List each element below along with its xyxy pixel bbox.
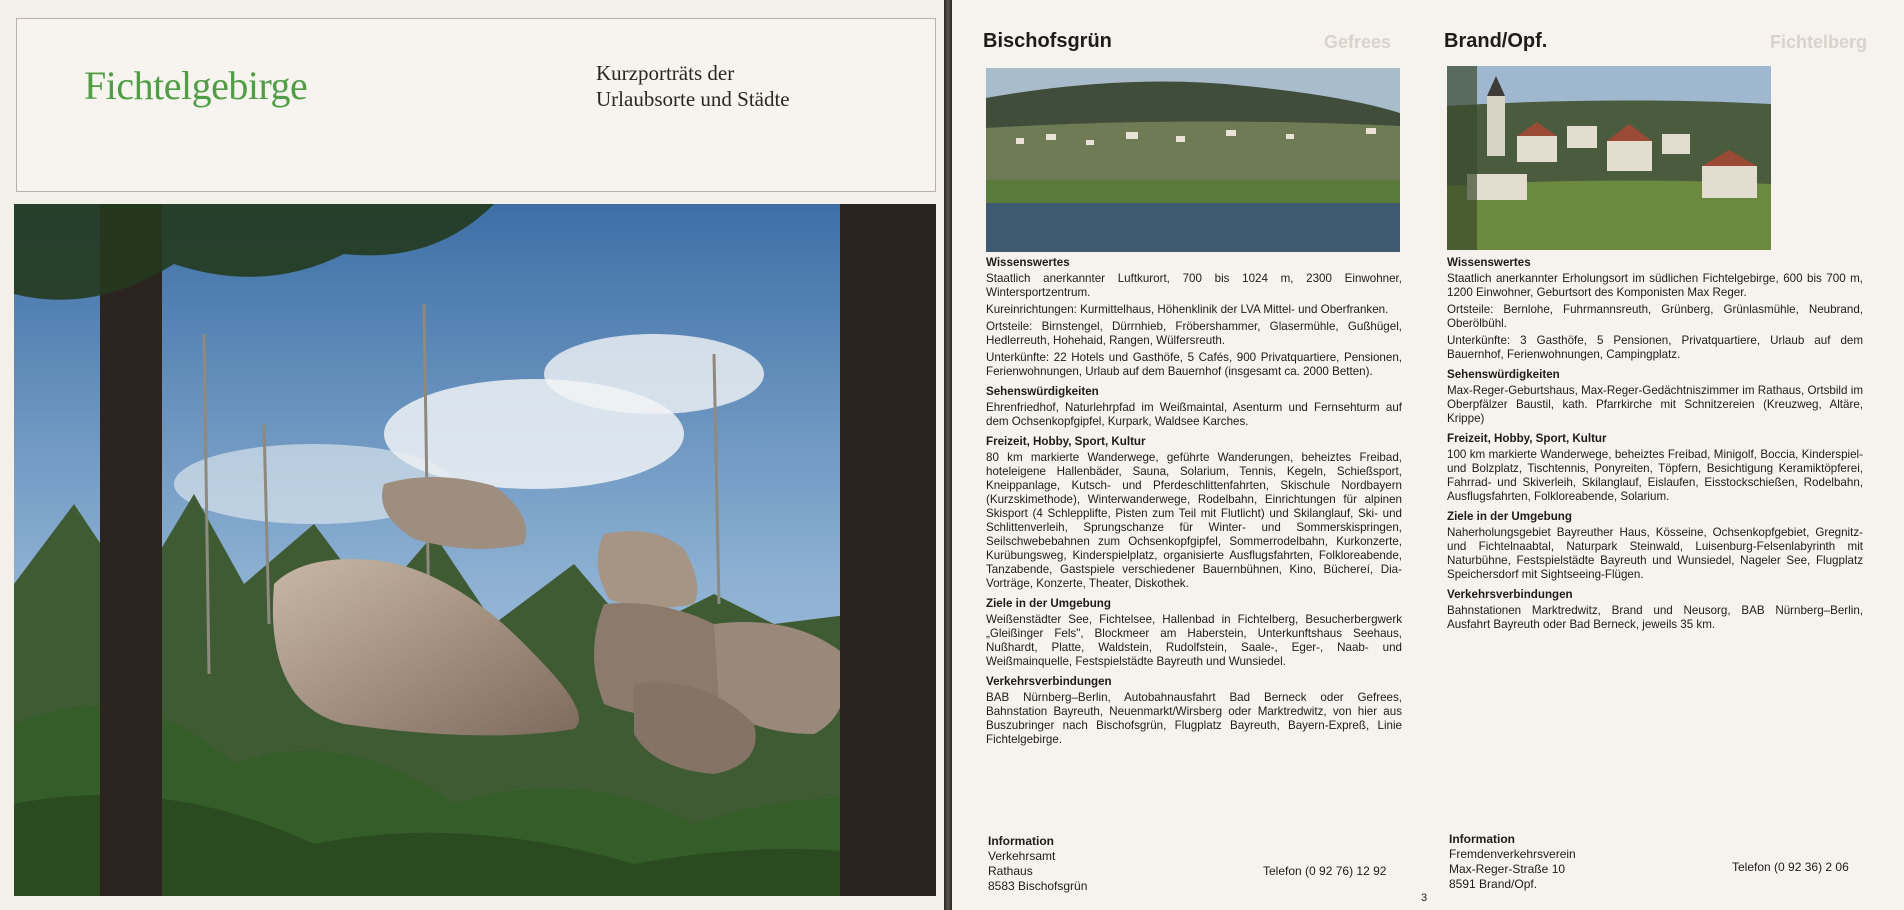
booklet-title: Fichtelgebirge [84,63,308,108]
section-heading: Sehenswürdigkeiten [986,385,1099,398]
paragraph: Ortsteile: Birnstengel, Dürrnhieb, Fröbershammer, Glasermühle, Gußhügel, Hedlerreuth, Hohehaid, Rangen, Wülfersreuth. [986,320,1402,347]
paragraph: Staatlich anerkannter Luftkurort, 700 bis 1024 m, 2300 Einwohner, Wintersportzentrum. [986,272,1402,299]
section-heading: Freizeit, Hobby, Sport, Kultur [1447,432,1607,445]
paragraph: Bahnstationen Marktredwitz, Brand und Neusorg, BAB Nürnberg–Berlin, Ausfahrt Bayreuth oder Bad Berneck, jeweils 35 km. [1447,604,1863,631]
section-heading: Freizeit, Hobby, Sport, Kultur [986,435,1146,448]
section-heading: Wissenswertes [986,256,1070,269]
booklet-subtitle [596,60,790,112]
section-heading: Sehenswürdigkeiten [1447,368,1560,381]
paragraph: Max-Reger-Geburtshaus, Max-Reger-Gedächtniszimmer im Rathaus, Ortsbild im Oberpfälzer Baustil, kath. Pfarrkirche mit Schnitzereien (Kreuzweg, Altäre, Krippe) [1447,384,1863,425]
info-heading: Information [988,834,1054,848]
info-line: Rathaus [988,864,1033,878]
info-line: Fremdenverkehrsverein [1449,847,1576,861]
paragraph: Staatlich anerkannter Erholungsort im südlichen Fichtelgebirge, 600 bis 700 m, 1200 Einwohner, Geburtsort des Komponisten Max Reger. [1447,272,1863,299]
book-gutter [944,0,952,910]
section-heading: Ziele in der Umgebung [986,597,1111,610]
paragraph: Unterkünfte: 22 Hotels und Gasthöfe, 5 Cafés, 900 Privatquartiere, Pensionen, Ferienwohnungen, Urlaub auf dem Bauernhof (insgesamt ca. 2000 Betten). [986,351,1402,378]
paragraph: Naherholungsgebiet Bayreuther Haus, Kösseine, Ochsenkopfgebiet, Gregnitz- und Fichtelnaabtal, Naturpark Steinwald, Luisenburg-Felsenlabyrinth mit Naturbühne, Festspielstädte Bayreuth und Wunsiedel, Nageler See, Flugplatz Speichersdorf mit Sightseeing-Flügen. [1447,526,1863,581]
paragraph: 80 km markierte Wanderwege, geführte Wanderungen, beheiztes Freibad, hoteleigene Hallenbäder, Sauna, Solarium, Tennis, Kegeln, Schießsport, Kneippanlage, Kutsch- und Pferdeschlittenfahrten, Skischule Nordbayern (Kurzskimethode), Winterwanderwege, Rodelbahn, Einrichtungen für alpinen Skisport (4 Schlepplifte, Pisten zum Teil mit Flutlicht) und Skilanglauf, Ski- und Schlittenverleih, Sprungschanze für Winter- und Sommerskispringen, Seilschwebebahnen zum Ochsenkopfgipfel, Sommerrodelbahn, Kurkonzerte, Kurübungsweg, Kinderspielplatz, organisierte Ausflugsfahrten, Folkloreabende, Tanzabende, Gastspiele verschiedener Bauernbühnen, Kino, Büchereí, Dia-Vorträge, Konzerte, Theater, Diskothek. [986,451,1402,590]
town-heading-bischofsgruen: Bischofsgrün [983,30,1112,52]
ghost-heading-gefrees: Gefrees [1324,32,1392,52]
paragraph: Weißenstädter See, Fichtelsee, Hallenbad in Fichtelberg, Besucherbergwerk „Gleißinger Fels", Blockmeer am Haberstein, Unterkunftshaus Seehaus, Nußhardt, Platte, Waldstein, Rudolfstein, Saale-, Eger-, Naab- und Weißmainquelle, Festspielstädte Bayreuth und Wunsiedel. [986,613,1402,668]
paragraph: Unterkünfte: 3 Gasthöfe, 5 Pensionen, Privatquartiere, Urlaub auf dem Bauernhof, Ferienwohnungen, Campingplatz. [1447,334,1863,361]
ghost-heading-fichtelberg: Fichtelberg [1770,32,1868,52]
paragraph: Ortsteile: Bernlohe, Fuhrmannsreuth, Grünberg, Grünlasmühle, Neubrand, Oberölbühl. [1447,303,1863,330]
info-line: Max-Reger-Straße 10 [1449,862,1566,876]
section-heading: Verkehrsverbindungen [986,675,1112,688]
left-page [0,0,944,910]
town-heading-brand: Brand/Opf. [1444,30,1548,52]
info-line: 8583 Bischofsgrün [988,879,1088,893]
paragraph: BAB Nürnberg–Berlin, Autobahnausfahrt Bad Berneck oder Gefrees, Bahnstation Bayreuth, Neuenmarkt/Wirsberg oder Marktredwitz, von hier aus Buszubringer nach Bischofsgrün, Flugplatz Bayreuth, Bayern-Expreß, Linie Fichtelgebirge. [986,691,1402,746]
brand-photo [1447,66,1771,250]
bischofsgruen-phone: Telefon (0 92 76) 12 92 [1263,864,1387,878]
brand-phone: Telefon (0 92 36) 2 06 [1732,860,1849,874]
page-number: 3 [1421,892,1428,904]
bischofsgruen-info [988,834,1087,894]
paragraph: Kureinrichtungen: Kurmittelhaus, Höhenklinik der LVA Mittel- und Oberfranken. [986,303,1389,316]
section-heading: Wissenswertes [1447,256,1531,269]
section-heading: Verkehrsverbindungen [1447,588,1573,601]
info-line: 8591 Brand/Opf. [1449,877,1538,891]
fichtelgebirge-rock-photo [14,204,936,896]
brand-text [1447,256,1863,635]
subtitle-line-1: Kurzporträts der [596,61,735,85]
bischofsgruen-photo [986,68,1400,252]
info-heading: Information [1449,832,1515,846]
section-heading: Ziele in der Umgebung [1447,510,1572,523]
bischofsgruen-text [986,256,1402,750]
paragraph: 100 km markierte Wanderwege, beheiztes Freibad, Minigolf, Boccia, Kinderspiel- und Bolzplatz, Tischtennis, Ponyreiten, Töpfern, Besichtigung Keramiktöpferei, Fahrrad- und Skiverleih, Skilanglauf, Eislaufen, Eisstockschießen, Rodelbahn, Ausflugsfahrten, Folkloreabende, Solarium. [1447,448,1863,503]
subtitle-line-2: Urlaubsorte und Städte [596,87,790,111]
brand-info [1449,832,1576,892]
info-line: Verkehrsamt [988,849,1056,863]
paragraph: Ehrenfriedhof, Naturlehrpfad im Weißmaintal, Asenturm und Fernsehturm auf dem Ochsenkopfgipfel, Kurpark, Waldsee Karches. [986,401,1402,428]
